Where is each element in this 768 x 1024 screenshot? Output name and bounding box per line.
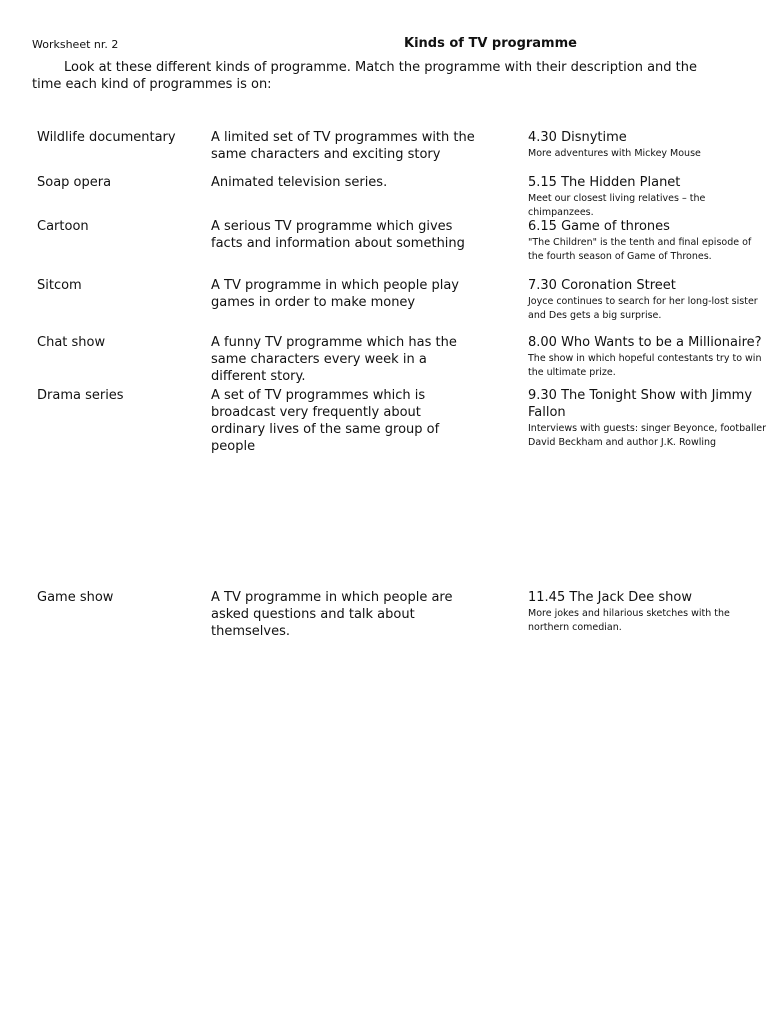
programme-description: More adventures with Mickey Mouse bbox=[528, 148, 701, 159]
programme-description: More jokes and hilarious sketches with the northern comedian. bbox=[528, 608, 730, 633]
programme-listing bbox=[528, 129, 768, 161]
programme-title: 6.15 Game of thrones bbox=[528, 219, 670, 234]
kind-description: A set of TV programmes which is broadcast very frequently about ordinary lives of the same group of people bbox=[211, 388, 440, 454]
worksheet-number: Worksheet nr. 2 bbox=[32, 38, 119, 51]
kind-description: A TV programme in which people are asked questions and talk about themselves. bbox=[211, 590, 453, 639]
kind-description: Animated television series. bbox=[211, 175, 388, 190]
programme-title: 8.00 Who Wants to be a Millionaire? bbox=[528, 335, 762, 350]
kind-description: A serious TV programme which gives facts and information about something bbox=[211, 219, 465, 251]
programme-kind: Cartoon bbox=[37, 219, 89, 234]
programme-description: "The Children" is the tenth and final episode of the fourth season of Game of Thrones. bbox=[528, 237, 752, 262]
programme-listing bbox=[528, 277, 768, 323]
programme-kind: Game show bbox=[37, 590, 114, 605]
programme-kind: Wildlife documentary bbox=[37, 130, 176, 145]
page-title: Kinds of TV programme bbox=[404, 36, 577, 51]
programme-kind: Drama series bbox=[37, 388, 124, 403]
programme-listing bbox=[528, 174, 768, 220]
programme-kind: Chat show bbox=[37, 335, 106, 350]
programme-listing bbox=[528, 589, 768, 635]
kind-description: A limited set of TV programmes with the same characters and exciting story bbox=[211, 130, 475, 162]
programme-description: The show in which hopeful contestants try to win the ultimate prize. bbox=[528, 353, 762, 378]
programme-description: Joyce continues to search for her long-lost sister and Des gets a big surprise. bbox=[528, 296, 758, 321]
programme-title: 5.15 The Hidden Planet bbox=[528, 175, 681, 190]
instructions-text: Look at these different kinds of programme. Match the programme with their description and the time each kind of programmes is on: bbox=[32, 60, 698, 92]
programme-listing bbox=[528, 387, 768, 450]
programme-description: Interviews with guests: singer Beyonce, footballer David Beckham and author J.K. Rowling bbox=[528, 423, 766, 448]
programme-listing bbox=[528, 334, 768, 380]
programme-title: 7.30 Coronation Street bbox=[528, 278, 676, 293]
programme-kind: Sitcom bbox=[37, 278, 82, 293]
kind-description: A TV programme in which people play games in order to make money bbox=[211, 278, 459, 310]
programme-description: Meet our closest living relatives – the chimpanzees. bbox=[528, 193, 706, 218]
programme-title: 11.45 The Jack Dee show bbox=[528, 590, 693, 605]
kind-description: A funny TV programme which has the same characters every week in a different story. bbox=[211, 335, 457, 384]
programme-title: 9.30 The Tonight Show with Jimmy Fallon bbox=[528, 388, 753, 420]
programme-title: 4.30 Disnytime bbox=[528, 130, 627, 145]
programme-listing bbox=[528, 218, 768, 264]
programme-kind: Soap opera bbox=[37, 175, 112, 190]
